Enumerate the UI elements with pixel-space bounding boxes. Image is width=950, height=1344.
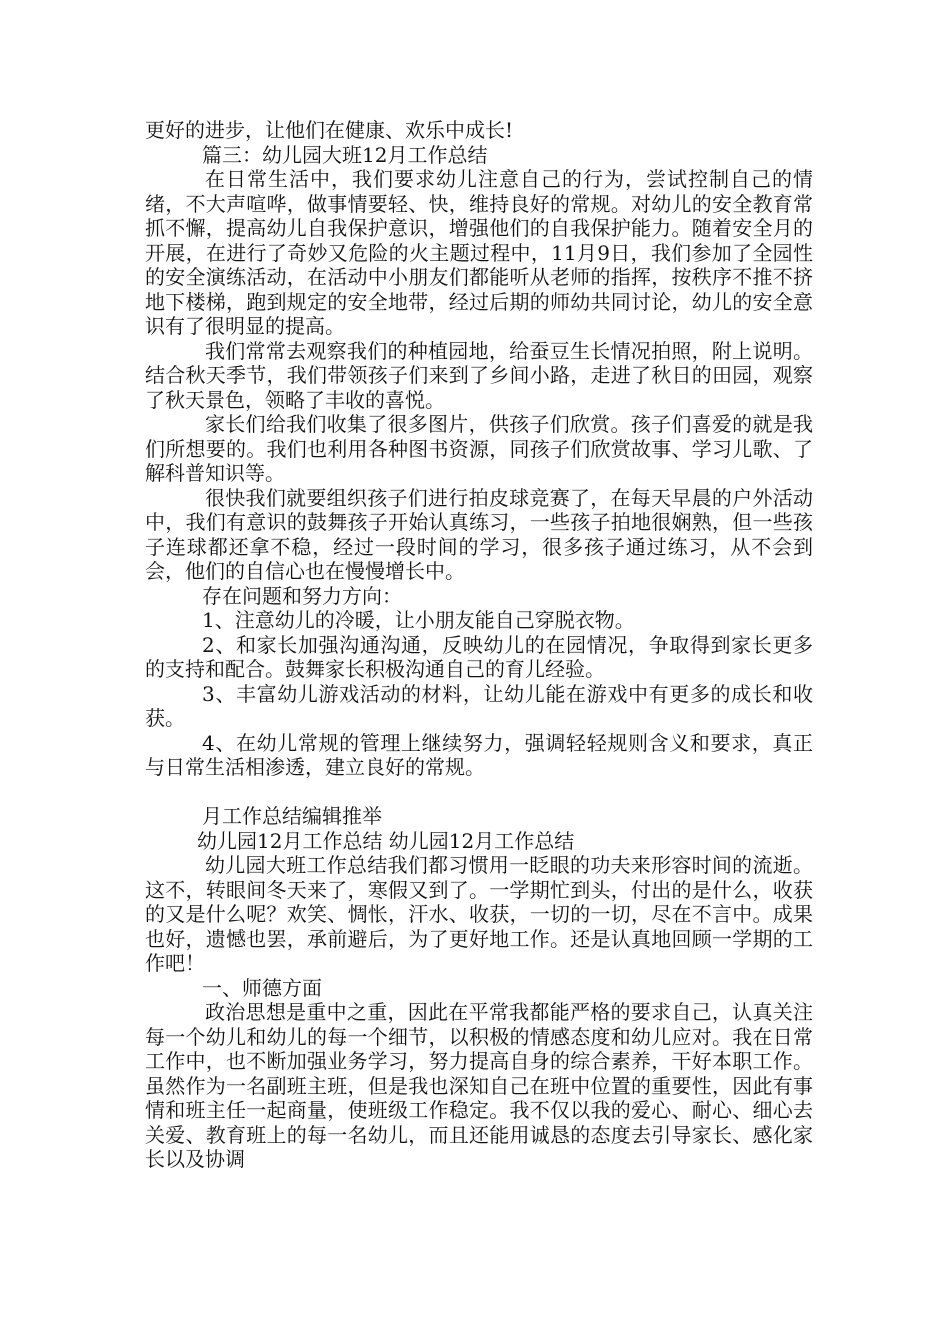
- paragraph: 我们常常去观察我们的种植园地，给蚕豆生长情况拍照，附上说明。结合秋天季节，我们带领孩子们来到了乡间小路，走进了秋日的田园，观察了秋天景色，领略了丰收的喜悦。: [145, 338, 813, 412]
- section-heading: 篇三：幼儿园大班12月工作总结: [202, 142, 488, 167]
- list-item: 3、丰富幼儿游戏活动的材料，让幼儿能在游戏中有更多的成长和收获。: [145, 681, 813, 730]
- paragraph-continuation: 更好的进步，让他们在健康、欢乐中成长!: [145, 118, 514, 142]
- list-item: 4、在幼儿常规的管理上继续努力，强调轻轻规则含义和要求，真正与日常生活相渗透，建立良好的常规。: [145, 730, 813, 779]
- subheading: 存在问题和努力方向：: [202, 583, 402, 608]
- subheading: 一、师德方面: [202, 975, 322, 1000]
- recommend-heading: 月工作总结编辑推举: [202, 804, 382, 828]
- paragraph: 家长们给我们收集了很多图片，供孩子们欣赏。孩子们喜爱的就是我们所想要的。我们也利用各种图书资源，同孩子们欣赏故事、学习儿歌、了解科普知识等。: [145, 412, 813, 485]
- document-body: [145, 118, 813, 1172]
- paragraph: 在日常生活中，我们要求幼儿注意自己的行为，尝试控制自己的情绪，不大声喧哗，做事情要轻、快，维持良好的常规。对幼儿的安全教育常抓不懈，提高幼儿自我保护意识，增强他们的自我保护能力。随着安全月的开展，在进行了奇妙又危险的火主题过程中，11月9日，我们参加了全园性的安全演练活动，在活动中小朋友们都能听从老师的指挥，按秩序不推不挤地下楼梯，跑到规定的安全地带，经过后期的师幼共同讨论，幼儿的安全意识有了很明显的提高。: [145, 167, 813, 338]
- blank-line: [145, 780, 813, 805]
- paragraph: 幼儿园大班工作总结我们都习惯用一眨眼的功夫来形容时间的流逝。这不，转眼间冬天来了，寒假又到了。一学期忙到头，付出的是什么，收获的又是什么呢？欢笑、惆怅，汗水、收获，一切的一切，尽在不言中。成果也好，遗憾也罢，承前避后，为了更好地工作。还是认真地回顾一学期的工作吧！: [145, 853, 813, 975]
- recommend-links: 幼儿园12月工作总结 幼儿园12月工作总结: [197, 828, 575, 853]
- paragraph: 很快我们就要组织孩子们进行拍皮球竞赛了，在每天早晨的户外活动中，我们有意识的鼓舞孩子开始认真练习，一些孩子拍地很娴熟，但一些孩子连球都还拿不稳，经过一段时间的学习，很多孩子通过练习，从不会到会，他们的自信心也在慢慢增长中。: [145, 485, 813, 583]
- list-item: 1、注意幼儿的冷暖，让小朋友能自己穿脱衣物。: [202, 608, 635, 632]
- paragraph: 政治思想是重中之重，因此在平常我都能严格的要求自己，认真关注每一个幼儿和幼儿的每一个细节，以积极的情感态度和幼儿应对。我在日常工作中，也不断加强业务学习，努力提高自身的综合素养，干好本职工作。虽然作为一名副班主班，但是我也深知自己在班中位置的重要性，因此有事情和班主任一起商量，使班级工作稳定。我不仅以我的爱心、耐心、细心去关爱、教育班上的每一名幼儿，而且还能用诚恳的态度去引导家长、感化家长以及协调: [145, 1000, 813, 1171]
- list-item: 2、和家长加强沟通沟通，反映幼儿的在园情况，争取得到家长更多的支持和配合。鼓舞家长积极沟通自己的育儿经验。: [145, 632, 813, 681]
